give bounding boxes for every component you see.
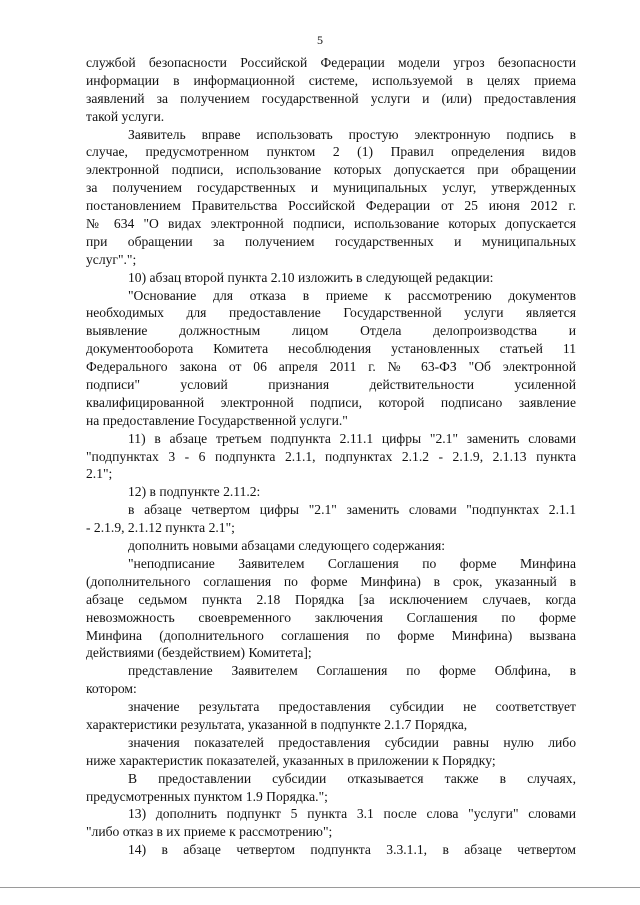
text-line: 13) дополнить подпункт 5 пункта 3.1 после слова "услуги" словами	[128, 806, 576, 822]
text-line: необходимых для предоставление Государственной услуги является	[86, 305, 576, 321]
text-line: значение результата предоставления субсидии не соответствует	[128, 699, 576, 715]
document-body	[86, 54, 576, 859]
text-line: квалифицированной электронной подписи, которой подписано заявление	[86, 394, 576, 410]
text-line: за получением государственных и муниципальных услуг, утвержденных	[86, 180, 576, 196]
text-line: котором:	[86, 681, 137, 697]
text-line: 10) абзац второй пункта 2.10 изложить в следующей редакции:	[128, 269, 494, 285]
scan-edge-line	[0, 887, 640, 888]
text-line: выявление должностным лицом Отдела делопроизводства и	[86, 323, 576, 339]
text-line: информации в информационной системе, используемой в целях приема	[86, 72, 576, 88]
text-line: дополнить новыми абзацами следующего содержания:	[128, 538, 445, 554]
text-line: при обращении за получением государственных и муниципальных	[86, 233, 576, 249]
text-line: Федерального закона от 06 апреля 2011 г. № 63-ФЗ "Об электронной	[86, 359, 576, 375]
text-line: "либо отказ в их приеме к рассмотрению";	[86, 824, 333, 840]
text-line: 2.1";	[86, 466, 113, 482]
text-line: 12) в подпункте 2.11.2:	[128, 484, 261, 500]
text-line: характеристики результата, указанной в подпункте 2.1.7 Порядка,	[86, 716, 468, 732]
text-line: абзаце седьмом пункта 2.18 Порядка [за исключением случаев, когда	[86, 591, 576, 607]
text-line: случае, предусмотренном пунктом 2 (1) Правил определения видов	[86, 144, 576, 160]
text-line: электронной подписи, использование которых допускается при обращении	[86, 162, 576, 178]
text-line: Заявитель вправе использовать простую электронную подпись в	[128, 126, 576, 142]
text-line: "неподписание Заявителем Соглашения по форме Минфина	[128, 555, 576, 571]
text-line: невозможность своевременного заключения Соглашения по форме	[86, 609, 576, 625]
text-line: значения показателей предоставления субсидии равны нулю либо	[128, 734, 576, 750]
text-line: действиями (бездействием) Комитета];	[86, 645, 312, 661]
text-line: постановлением Правительства Российской Федерации от 25 июня 2012 г.	[86, 198, 576, 214]
text-line: 11) в абзаце третьем подпункта 2.11.1 цифры "2.1" заменить словами	[128, 430, 576, 446]
text-line: № 634 "О видах электронной подписи, использование которых допускается	[86, 216, 576, 232]
text-line: (дополнительного соглашения по форме Минфина) в срок, указанный в	[86, 573, 576, 589]
text-line: 14) в абзаце четвертом подпункта 3.3.1.1, в абзаце четвертом	[128, 842, 576, 858]
text-line: Минфина (дополнительного соглашения по форме Минфина) вызвана	[86, 627, 576, 643]
text-line: - 2.1.9, 2.1.12 пункта 2.1";	[86, 520, 235, 536]
text-line: "подпунктах 3 - 6 подпункта 2.1.1, подпунктах 2.1.2 - 2.1.9, 2.1.13 пункта	[86, 448, 576, 464]
text-line: заявлений за получением государственной услуги и (или) предоставления	[86, 90, 576, 106]
text-line: услуг".";	[86, 251, 137, 267]
text-line: документооборота Комитета несоблюдения установленных статьей 11	[86, 341, 576, 357]
text-line: такой услуги.	[86, 108, 165, 124]
text-line: в абзаце четвертом цифры "2.1" заменить словами "подпунктах 2.1.1	[128, 502, 576, 518]
text-line: В предоставлении субсидии отказывается также в случаях,	[128, 770, 576, 786]
page-number: 5	[317, 33, 323, 47]
text-line: ниже характеристик показателей, указанных в приложении к Порядку;	[86, 752, 496, 768]
text-line: службой безопасности Российской Федерации модели угроз безопасности	[86, 55, 576, 70]
text-line: предусмотренных пунктом 1.9 Порядка.";	[86, 788, 328, 804]
text-line: представление Заявителем Соглашения по форме Облфина, в	[128, 663, 576, 679]
text-line: на предоставление Государственной услуги."	[86, 412, 348, 428]
text-line: подписи" условий признания действительности усиленной	[86, 377, 576, 393]
text-line: "Основание для отказа в приеме к рассмотрению документов	[128, 287, 576, 303]
